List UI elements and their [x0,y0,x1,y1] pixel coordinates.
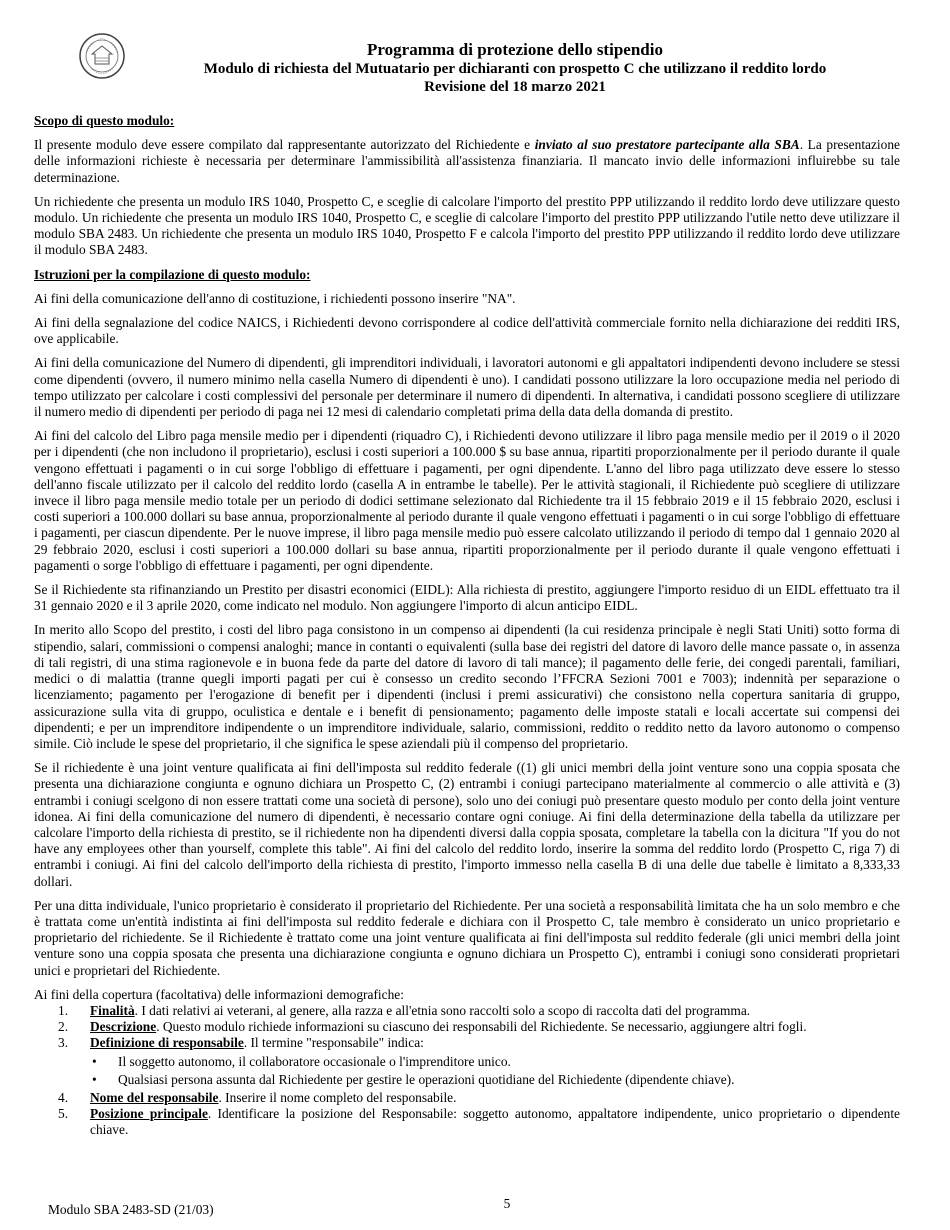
instruction-paragraph: Per una ditta individuale, l'unico proprietario è considerato il proprietario del Richiedente. Per una società a responsabilità limitata che ha un solo membro e che è trattata come un'entità indistinta ai fini dell'imposta sul reddito federale e dichiara con il Prospetto C, tale membro è considerato un unico proprietario e proprietario del richiedente. Se il Richiedente è trattato come una joint venture qualificata ai fini dell'imposta sul reddito federale (gli unici membri della joint venture sono una coppia sposata che presenta una dichiarazione congiunta e ognuno dichiara un Prospetto C), entrambi i coniugi sono considerati proprietari unici e proprietari del Richiedente. [34,897,900,978]
instruction-paragraph: Ai fini della segnalazione del codice NAICS, i Richiedenti devono corrispondere al codice dell'attività commerciale fornito nella dichiarazione dei redditi IRS, ove applicabile. [34,315,900,347]
section-heading-instructions: Istruzioni per la compilazione di questo modulo: [34,266,311,282]
document-subtitle: Modulo di richiesta del Mutuatario per dichiaranti con prospetto C che utilizzano il reddito lordo [203,61,827,77]
instruction-paragraph: Se il Richiedente sta rifinanziando un Prestito per disastri economici (EIDL): Alla richiesta di prestito, aggiungere l'importo residuo di un EIDL effettuato tra il 31 gennaio 2020 e il 3 aprile 2020, come indicato nel modulo. Non aggiungere l'importo di alcun anticipo EIDL. [34,582,900,614]
list-term: Finalità [90,1002,135,1018]
form-identifier: Modulo SBA 2483-SD (21/03) [48,1202,214,1217]
document-body [34,113,900,1139]
bullet-text: Il soggetto autonomo, il collaboratore occasionale o l'imprenditore unico. [118,1053,511,1069]
list-item [34,1090,900,1106]
instruction-paragraph: Ai fini della comunicazione del Numero di dipendenti, gli imprenditori individuali, i lavoratori autonomi e gli appaltatori indipendenti devono includere se stessi come dipendenti (ovvero, il numero minimo nella casella Numero di dipendenti è uno). I candidati possono utilizzare la loro occupazione media nel periodo di tempo utilizzato per calcolare i costi complessivi del personale per determinare il numero di dipendenti. In alternativa, i candidati possono scegliere di utilizzare il numero medio di dipendenti per periodo di paga nei 12 mesi di calendario completati prima della data della domanda di prestito. [34,355,900,420]
list-number: 4. [58,1089,69,1105]
instruction-paragraph: Se il richiedente è una joint venture qualificata ai fini dell'imposta sul reddito federale ((1) gli unici membri della joint venture sono una coppia sposata che presenta una dichiarazione congiunta e ognuno dichiara un Prospetto C, (2) entrambi i coniugi partecipano materialmente al commercio o alle attività e (3) entrambi i coniugi scelgono di non essere trattati come una società di persone), solo uno dei coniugi può presentare questo modulo per conto della joint venture idonea. Ai fini della comunicazione del numero di dipendenti, è necessario contare ogni coniuge. Ai fini della determinazione della tabella da utilizzare per calcolare l'importo della richiesta di prestito, se il richiedente non ha dipendenti diversi dalla coppia sposata, completare la tabella con la dicitura "If you do not have any employees other than yourself, complete this table". Ai fini del calcolo del reddito lordo, inserire la somma del reddito lordo (Prospetto C, riga 7) di entrambi i coniugi. Ai fini del calcolo dell'importo della richiesta di prestito, l'importo immesso nella casella B di una delle due tabelle è limitato a 8,333,33 dollari. [34,760,900,889]
list-text: . Il termine "responsabile" indica: [243,1035,424,1051]
list-text: . Identificare la posizione del Responsabile: soggetto autonomo, appaltatore indipendente, unico proprietario o dipendente chiave. [90,1106,900,1138]
bullet-icon: • [92,1053,97,1069]
sba-seal-logo [78,32,126,80]
section-heading-purpose: Scopo di questo modulo: [34,113,175,128]
instruction-paragraph: Ai fini della comunicazione dell'anno di costituzione, i richiedenti possono inserire "NA". [34,290,516,306]
list-item [34,1003,900,1019]
list-number: 3. [58,1035,69,1051]
list-number: 2. [58,1019,69,1035]
purpose-paragraph-1 [34,137,900,186]
list-term: Nome del responsabile [90,1089,219,1105]
bullet-item [90,1072,900,1088]
document-header [140,40,890,96]
demographics-intro: Ai fini della copertura (facoltativa) delle informazioni demografiche: [34,986,404,1002]
bullet-icon: • [92,1071,97,1087]
page-number: 5 [503,1196,511,1211]
demographics-list [34,1003,900,1139]
responsible-definition-list [90,1054,900,1088]
list-term: Posizione principale [90,1106,208,1122]
list-item [34,1106,900,1138]
purpose-paragraph-2: Un richiedente che presenta un modulo IRS 1040, Prospetto C, e sceglie di calcolare l'importo del prestito PPP utilizzando il reddito lordo deve utilizzare questo modulo. Un richiedente che presenta un modulo IRS 1040, Prospetto C, e sceglie di calcolare l'importo del prestito PPP utilizzando l'utile netto deve utilizzare il modulo SBA 2483. Un richiedente che presenta un modulo IRS 1040, Prospetto F e calcola l'importo del prestito PPP utilizzando il reddito lordo deve utilizzare il modulo SBA 2483. [34,193,900,258]
list-text: . I dati relativi ai veterani, al genere, alla razza e all'etnia sono raccolti solo a scopo di raccolta dati del programma. [134,1002,751,1018]
list-number: 5. [58,1106,69,1122]
document-title: Programma di protezione dello stipendio [367,40,663,59]
list-text: . Questo modulo richiede informazioni su ciascuno dei responsabili del Richiedente. Se necessario, aggiungere altri fogli. [156,1019,807,1035]
document-revision: Revisione del 18 marzo 2021 [424,79,606,95]
list-item [34,1019,900,1035]
instruction-paragraph: In merito allo Scopo del prestito, i costi del libro paga consistono in un compenso ai dipendenti (la cui residenza principale è negli Stati Uniti) sotto forma di stipendio, salari, commissioni o compensi analoghi; mance in contanti o equivalenti (sulla base dei registri del datore di lavoro delle mance passate o, in assenza di tali registri, di una stima ragionevole e in buona fede da parte del datore di lavoro di tali mance); il pagamento delle ferie, dei congedi parentali, familiari, medici o di malattia (tranne quegli importi pagati per cui è consesso un credito secondo l’FFCRA Sezioni 7001 e 7003); indennità per separazione o licenziamento; pagamento per l'erogazione di benefit per i dipendenti (inclusi i premi assicurativi) che consistono nella copertura sanitaria di gruppo, assicurazione sulla vita di gruppo, oculistica e dentale e i benefit di pensionamento; pagamento delle imposte statali e locali accertate sui compensi dei dipendenti; e per un imprenditore indipendente o un imprenditore individuale, salario, commissioni, reddito o reddito netto da lavoro autonomo o compenso simile. Ciò include le spese del proprietario, il che significa le spese aziendali più il compenso del proprietario. [34,622,900,751]
purpose-text-a: Il presente modulo deve essere compilato dal rappresentante autorizzato del Richiedente e [34,137,535,153]
bullet-item [90,1054,900,1070]
list-term: Definizione di responsabile [90,1035,244,1051]
list-number: 1. [58,1002,69,1018]
list-item [34,1035,900,1088]
purpose-text-emphasis: inviato al suo prestatore partecipante alla SBA [534,137,800,153]
list-text: . Inserire il nome completo del responsabile. [218,1089,457,1105]
instruction-paragraph: Ai fini del calcolo del Libro paga mensile medio per i dipendenti (riquadro C), i Richiedenti devono utilizzare il libro paga mensile medio per il 2019 o il 2020 per i dipendenti (che non includono il proprietario), esclusi i costi superiori a 100.000 $ su base annua, ripartiti proporzionalmente per il periodo durante il quale vengono effettuati i pagamenti o in cui sorge l'obbligo di effettuare i pagamenti, per ogni dipendente. L'anno del libro paga utilizzato deve essere lo stesso dell'anno fiscale utilizzato per il calcolo del reddito lordo (casella A in entrambe le tabelle). Per le attività stagionali, il Richiedente può scegliere di utilizzare invece il libro paga mensile medio totale per un periodo di dodici settimane selezionato dal Richiedente tra il 15 febbraio 2019 e il 15 febbraio 2020, esclusi i costi superiori a 100.000 dollari su base annua, proporzionalmente al periodo durante il quale vengono effettuati i pagamenti o in cui sorge l'obbligo di effettuare i pagamenti, per ciascun dipendente. Per le nuove imprese, il libro paga mensile medio può essere calcolato utilizzando il periodo di tempo dal 1 gennaio 2020 al 29 febbraio 2020, esclusi i costi superiori a 100.000 dollari su base annua, ripartiti proporzionalmente per il periodo durante il quale vengono effettuati i pagamenti o sorge l'obbligo di effettuare i pagamenti, per ogni dipendente. [34,428,900,573]
purpose-text-c: . La presentazione delle informazioni richieste è necessaria per determinare l'ammissibilità all'assistenza finanziaria. Il mancato invio delle informazioni influirebbe su tale determinazione. [34,137,900,185]
list-term: Descrizione [90,1019,157,1035]
bullet-text: Qualsiasi persona assunta dal Richiedente per gestire le operazioni quotidiane del Richiedente (dipendente chiave). [118,1071,735,1087]
